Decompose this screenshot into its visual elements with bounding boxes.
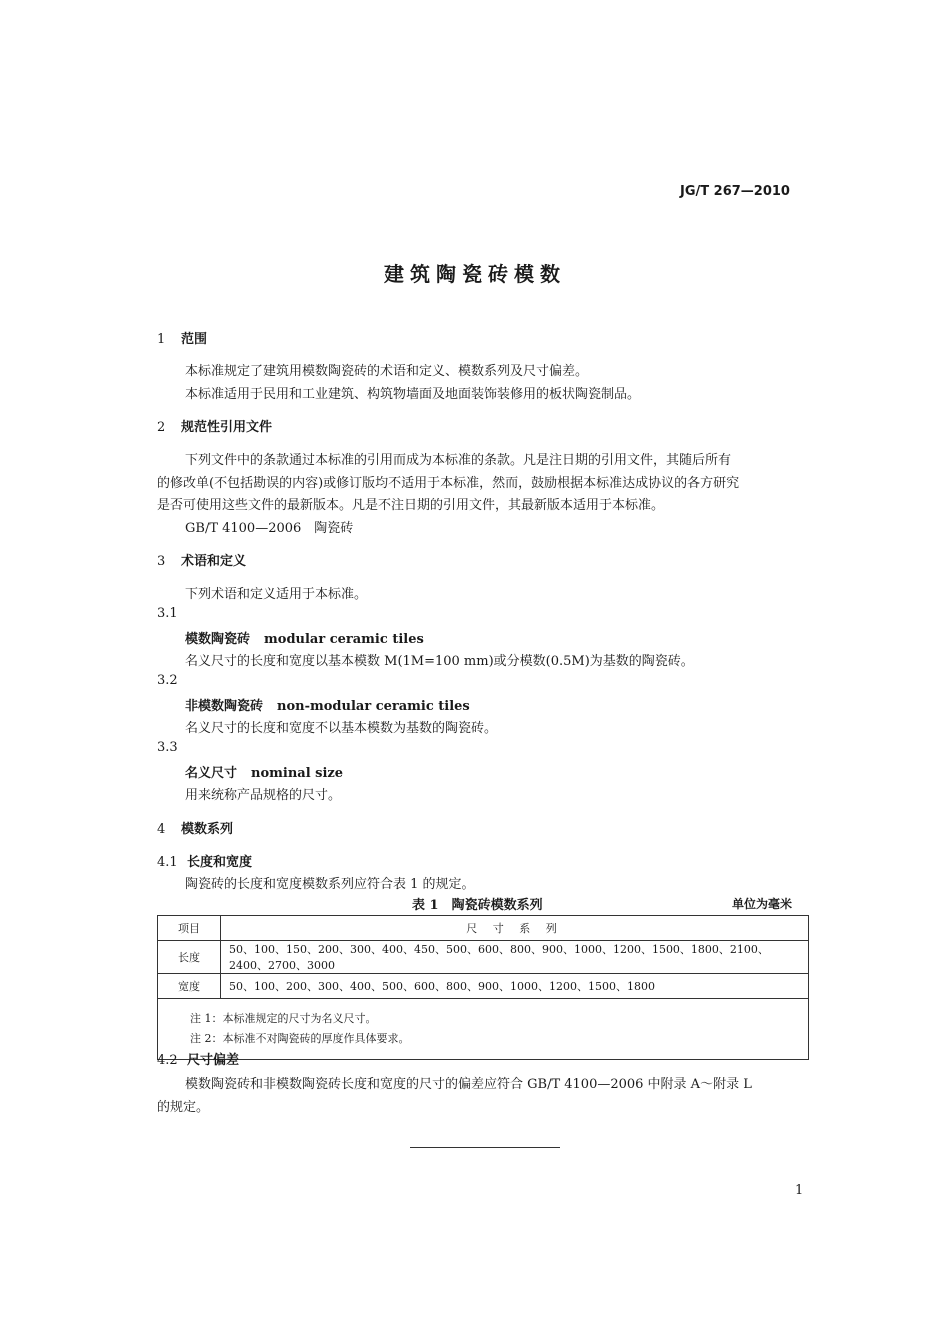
section-3-heading bbox=[157, 550, 246, 569]
section-title: 长度和宽度 bbox=[187, 855, 253, 870]
term-zh: 非模数陶瓷砖 bbox=[185, 699, 264, 714]
subsection-4-1-heading bbox=[157, 851, 252, 870]
paragraph: 下列术语和定义适用于本标准。 bbox=[185, 587, 368, 602]
header-cell: 尺 寸 系 列 bbox=[221, 916, 809, 941]
section-title: 尺寸偏差 bbox=[187, 1053, 240, 1068]
term-en: modular ceramic tiles bbox=[264, 632, 424, 647]
paragraph-line: 的规定。 bbox=[157, 1100, 210, 1115]
term-zh: 名义尺寸 bbox=[185, 766, 238, 781]
paragraph: 本标准规定了建筑用模数陶瓷砖的术语和定义、模数系列及尺寸偏差。 bbox=[185, 364, 589, 379]
term-definition: 用来统称产品规格的尺寸。 bbox=[185, 788, 342, 803]
term-number: 3.1 bbox=[157, 606, 178, 621]
paragraph: 本标准适用于民用和工业建筑、构筑物墙面及地面装饰装修用的板状陶瓷制品。 bbox=[185, 387, 641, 402]
section-number: 4 bbox=[157, 822, 166, 837]
term-number: 3.3 bbox=[157, 740, 178, 755]
row-label: 长度 bbox=[158, 941, 221, 974]
section-title: 范围 bbox=[181, 332, 208, 347]
section-title: 模数系列 bbox=[181, 822, 234, 837]
section-number: 3 bbox=[157, 554, 166, 569]
section-number: 4.2 bbox=[157, 1053, 178, 1068]
table-notes-row bbox=[158, 999, 809, 1060]
term-heading bbox=[185, 695, 470, 714]
row-values: 50、100、150、200、300、400、450、500、600、800、900、1000、1200、1500、1800、2100、2400、2700、3000 bbox=[221, 941, 809, 974]
term-definition: 名义尺寸的长度和宽度不以基本模数为基数的陶瓷砖。 bbox=[185, 721, 498, 736]
term-en: non-modular ceramic tiles bbox=[277, 699, 470, 714]
paragraph: 陶瓷砖的长度和宽度模数系列应符合表 1 的规定。 bbox=[185, 877, 475, 892]
table-unit: 单位为毫米 bbox=[732, 897, 793, 911]
term-heading bbox=[185, 762, 343, 781]
table-note: 注 1：本标准规定的尺寸为名义尺寸。 bbox=[190, 1012, 377, 1025]
term-zh: 模数陶瓷砖 bbox=[185, 632, 251, 647]
section-title: 规范性引用文件 bbox=[181, 420, 273, 435]
term-en: nominal size bbox=[251, 766, 344, 781]
table-header-row bbox=[158, 916, 809, 941]
modulus-table bbox=[157, 915, 809, 1060]
section-number: 1 bbox=[157, 332, 166, 347]
section-1-heading bbox=[157, 328, 207, 347]
end-rule bbox=[410, 1147, 560, 1148]
normative-reference: GB/T 4100—2006 陶瓷砖 bbox=[185, 521, 354, 536]
header-cell: 项目 bbox=[158, 916, 221, 941]
term-heading bbox=[185, 628, 424, 647]
section-2-heading bbox=[157, 416, 272, 435]
paragraph-line: 的修改单(不包括勘误的内容)或修订版均不适用于本标准，然而，鼓励根据本标准达成协议的各方研究 bbox=[157, 476, 740, 491]
row-values: 50、100、200、300、400、500、600、800、900、1000、1200、1500、1800 bbox=[221, 974, 809, 999]
section-title: 术语和定义 bbox=[181, 554, 247, 569]
table-note: 注 2：本标准不对陶瓷砖的厚度作具体要求。 bbox=[190, 1032, 410, 1045]
table-notes bbox=[158, 999, 809, 1060]
subsection-4-2-heading bbox=[157, 1049, 239, 1068]
row-label: 宽度 bbox=[158, 974, 221, 999]
table-row bbox=[158, 974, 809, 999]
table-row bbox=[158, 941, 809, 974]
table-caption: 表 1 陶瓷砖模数系列 bbox=[412, 898, 543, 913]
term-number: 3.2 bbox=[157, 673, 178, 688]
page-title: 建筑陶瓷砖模数 bbox=[384, 262, 566, 286]
term-definition: 名义尺寸的长度和宽度以基本模数 M(1M=100 mm)或分模数(0.5M)为基数的陶瓷砖。 bbox=[185, 654, 694, 669]
section-number: 2 bbox=[157, 420, 166, 435]
section-4-heading bbox=[157, 818, 233, 837]
paragraph-line: 下列文件中的条款通过本标准的引用而成为本标准的条款。凡是注日期的引用文件，其随后所有 bbox=[185, 453, 732, 468]
paragraph-line: 是否可使用这些文件的最新版本。凡是不注日期的引用文件，其最新版本适用于本标准。 bbox=[157, 498, 665, 513]
document-number: JG/T 267—2010 bbox=[680, 184, 790, 199]
paragraph-line: 模数陶瓷砖和非模数陶瓷砖长度和宽度的尺寸的偏差应符合 GB/T 4100—2006 中附录 A～附录 L bbox=[185, 1077, 752, 1092]
page-number: 1 bbox=[795, 1183, 804, 1198]
section-number: 4.1 bbox=[157, 855, 178, 870]
